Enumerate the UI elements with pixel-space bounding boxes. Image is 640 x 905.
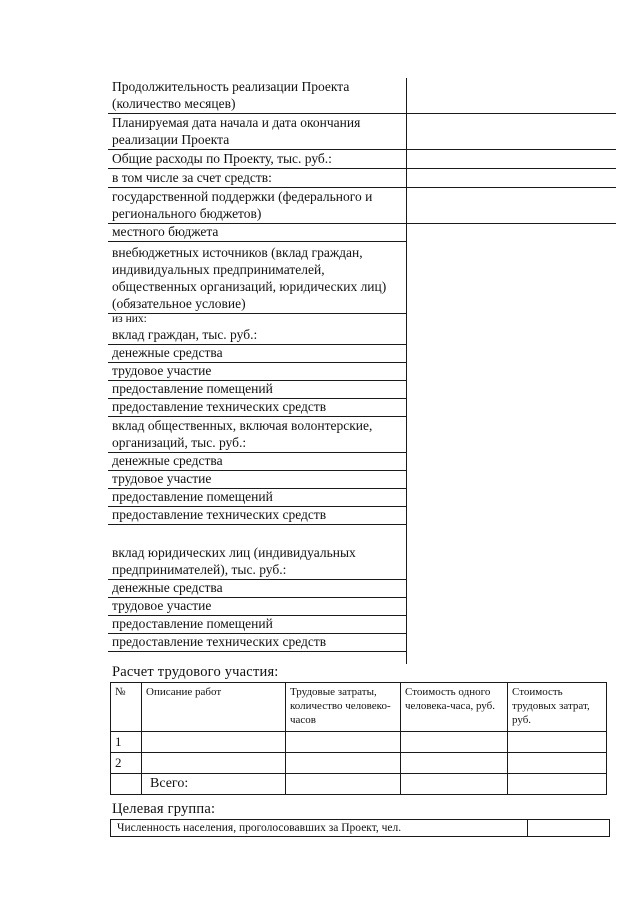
table-cell[interactable] — [142, 732, 286, 753]
row-label: денежные средства — [112, 345, 223, 360]
project-row — [108, 169, 616, 188]
row-label: государственной поддержки (федерального и регионального бюджетов) — [112, 189, 373, 221]
target-row — [111, 820, 610, 837]
row-label: вклад общественных, включая волонтерские, организаций, тыс. руб.: — [112, 418, 373, 450]
total-label: Всего: — [142, 774, 286, 795]
target-table — [110, 819, 610, 837]
table-cell[interactable] — [401, 732, 508, 753]
project-row — [108, 150, 616, 169]
row-sublabel: из них: — [112, 313, 147, 325]
row-label: местного бюджета — [112, 224, 219, 239]
row-label: вклад юридических лиц (индивидуальных предпринимателей), тыс. руб.: — [112, 545, 356, 577]
table-cell[interactable] — [401, 774, 508, 795]
table-cell[interactable] — [286, 732, 401, 753]
project-row — [108, 580, 616, 598]
table-cell[interactable] — [401, 753, 508, 774]
table-cell: 2 — [111, 753, 142, 774]
project-row — [108, 224, 616, 242]
project-row — [108, 363, 616, 381]
col-header: Стоимость одного человека-часа, руб. — [401, 683, 508, 732]
table-row — [111, 753, 607, 774]
project-row — [108, 453, 616, 471]
project-row — [108, 598, 616, 616]
table-cell[interactable] — [286, 774, 401, 795]
col-header: Трудовые затраты, количество человеко-часов — [286, 683, 401, 732]
row-label: предоставление помещений — [112, 616, 273, 631]
target-section-title — [112, 801, 224, 820]
row-label: Продолжительность реализации Проекта (количество месяцев) — [112, 79, 350, 111]
project-row — [108, 399, 616, 417]
labor-header-row — [111, 683, 607, 732]
col-header: Описание работ — [142, 683, 286, 732]
table-cell[interactable] — [508, 753, 607, 774]
row-label: предоставление помещений — [112, 489, 273, 504]
target-title-text: Целевая группа: — [112, 801, 216, 817]
row-label: Планируемая дата начала и дата окончания реализации Проекта — [112, 115, 361, 147]
row-label: Общие расходы по Проекту, тыс. руб.: — [112, 151, 332, 166]
table-cell[interactable] — [508, 774, 607, 795]
col-header: Стоимость трудовых затрат, руб. — [508, 683, 607, 732]
labor-title-text: Расчет трудового участия: — [112, 664, 279, 680]
table-cell[interactable] — [508, 732, 607, 753]
project-row — [108, 381, 616, 399]
project-row — [108, 78, 616, 114]
target-value[interactable] — [528, 820, 610, 837]
row-label: предоставление технических средств — [112, 634, 327, 649]
row-label: внебюджетных источников (вклад граждан, индивидуальных предпринимателей, общественных организаций, юридических лиц) (обязательное условие) — [112, 245, 387, 311]
total-row — [111, 774, 607, 795]
row-label: предоставление технических средств — [112, 507, 327, 522]
project-row — [108, 188, 616, 224]
project-row — [108, 634, 616, 652]
project-row — [108, 616, 616, 634]
project-row — [108, 525, 616, 580]
labor-section-title — [112, 664, 297, 683]
row-label: трудовое участие — [112, 598, 212, 613]
project-row — [108, 507, 616, 525]
row-rule — [108, 651, 406, 652]
project-row — [108, 471, 616, 489]
project-row — [108, 314, 616, 345]
table-row — [111, 732, 607, 753]
target-label: Численность населения, проголосовавших за Проект, чел. — [111, 820, 528, 837]
project-info-table — [108, 78, 616, 664]
row-label: денежные средства — [112, 453, 223, 468]
row-label: предоставление помещений — [112, 381, 273, 396]
col-header: № — [111, 683, 142, 732]
table-cell[interactable] — [286, 753, 401, 774]
project-row — [108, 489, 616, 507]
table-cell: 1 — [111, 732, 142, 753]
table-cell[interactable] — [142, 753, 286, 774]
project-row — [108, 242, 616, 314]
labor-table — [110, 682, 607, 795]
table-cell — [111, 774, 142, 795]
row-label: трудовое участие — [112, 363, 212, 378]
row-label: вклад граждан, тыс. руб.: — [112, 327, 258, 342]
row-label-group — [112, 313, 402, 343]
project-row — [108, 417, 616, 453]
row-label: денежные средства — [112, 580, 223, 595]
project-row — [108, 114, 616, 150]
row-label: в том числе за счет средств: — [112, 170, 272, 185]
row-label: предоставление технических средств — [112, 399, 327, 414]
project-row — [108, 345, 616, 363]
row-label: трудовое участие — [112, 471, 212, 486]
